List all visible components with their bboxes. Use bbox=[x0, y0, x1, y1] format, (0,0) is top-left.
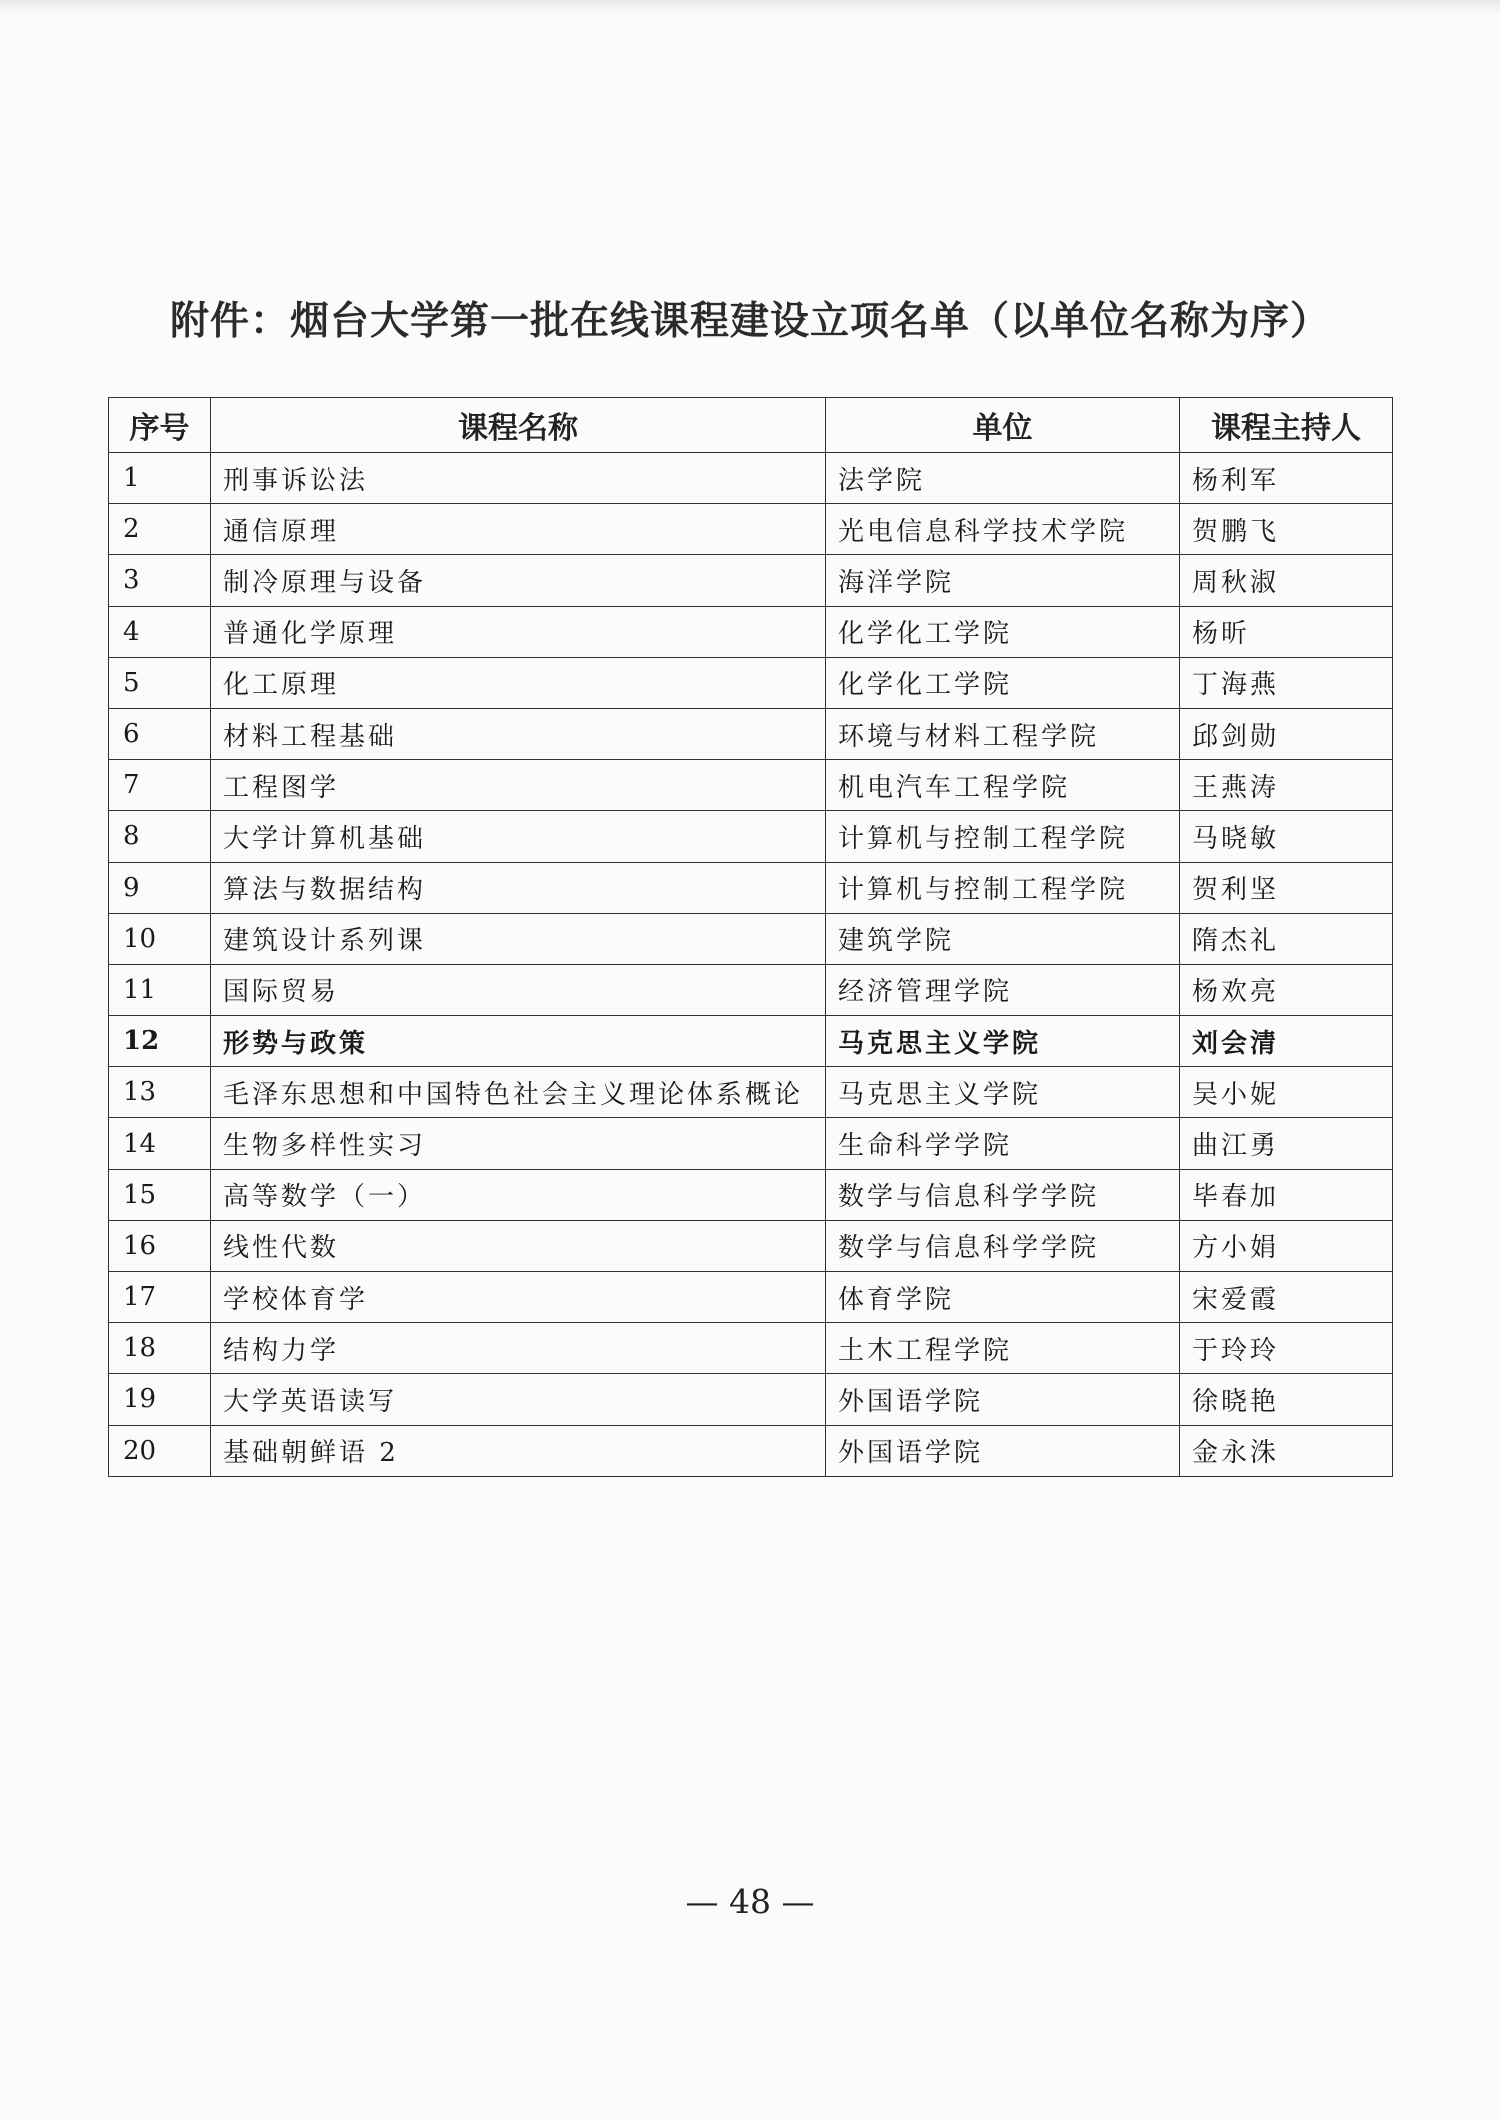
cell-unit: 机电汽车工程学院 bbox=[826, 760, 1180, 811]
table-row bbox=[109, 453, 1393, 504]
cell-course-name: 刑事诉讼法 bbox=[211, 453, 826, 504]
cell-course-host: 方小娟 bbox=[1180, 1220, 1393, 1271]
cell-course-name: 通信原理 bbox=[211, 504, 826, 555]
cell-unit: 经济管理学院 bbox=[826, 964, 1180, 1015]
cell-serial-number: 6 bbox=[109, 708, 211, 759]
table-body bbox=[109, 453, 1393, 1477]
cell-serial-number: 1 bbox=[109, 453, 211, 504]
cell-serial-number: 7 bbox=[109, 760, 211, 811]
cell-course-host: 杨昕 bbox=[1180, 606, 1393, 657]
cell-course-host: 邱剑勋 bbox=[1180, 708, 1393, 759]
cell-unit: 数学与信息科学学院 bbox=[826, 1220, 1180, 1271]
cell-course-host: 金永洙 bbox=[1180, 1425, 1393, 1476]
table-row bbox=[109, 964, 1393, 1015]
cell-unit: 外国语学院 bbox=[826, 1425, 1180, 1476]
cell-unit: 计算机与控制工程学院 bbox=[826, 862, 1180, 913]
table-row bbox=[109, 1374, 1393, 1425]
table-row bbox=[109, 1220, 1393, 1271]
table-header-row bbox=[109, 398, 1393, 453]
cell-course-name: 毛泽东思想和中国特色社会主义理论体系概论 bbox=[211, 1067, 826, 1118]
cell-serial-number: 14 bbox=[109, 1118, 211, 1169]
table-row bbox=[109, 1067, 1393, 1118]
table-row bbox=[109, 811, 1393, 862]
cell-unit: 计算机与控制工程学院 bbox=[826, 811, 1180, 862]
course-table bbox=[108, 397, 1393, 1477]
cell-serial-number: 15 bbox=[109, 1169, 211, 1220]
cell-course-name: 学校体育学 bbox=[211, 1272, 826, 1323]
cell-serial-number: 17 bbox=[109, 1272, 211, 1323]
cell-serial-number: 18 bbox=[109, 1323, 211, 1374]
cell-serial-number: 2 bbox=[109, 504, 211, 555]
cell-course-host: 徐晓艳 bbox=[1180, 1374, 1393, 1425]
cell-unit: 外国语学院 bbox=[826, 1374, 1180, 1425]
cell-unit: 马克思主义学院 bbox=[826, 1016, 1180, 1067]
cell-course-name: 大学计算机基础 bbox=[211, 811, 826, 862]
cell-course-host: 刘会清 bbox=[1180, 1016, 1393, 1067]
table-row bbox=[109, 913, 1393, 964]
cell-course-host: 马晓敏 bbox=[1180, 811, 1393, 862]
cell-unit: 马克思主义学院 bbox=[826, 1067, 1180, 1118]
cell-course-name: 大学英语读写 bbox=[211, 1374, 826, 1425]
cell-serial-number: 8 bbox=[109, 811, 211, 862]
cell-serial-number: 10 bbox=[109, 913, 211, 964]
cell-course-name: 形势与政策 bbox=[211, 1016, 826, 1067]
cell-serial-number: 11 bbox=[109, 964, 211, 1015]
cell-course-host: 杨利军 bbox=[1180, 453, 1393, 504]
cell-unit: 土木工程学院 bbox=[826, 1323, 1180, 1374]
cell-course-host: 丁海燕 bbox=[1180, 657, 1393, 708]
table-row bbox=[109, 708, 1393, 759]
table-row bbox=[109, 760, 1393, 811]
cell-serial-number: 20 bbox=[109, 1425, 211, 1476]
cell-unit: 环境与材料工程学院 bbox=[826, 708, 1180, 759]
header-course-name: 课程名称 bbox=[211, 398, 826, 453]
cell-serial-number: 13 bbox=[109, 1067, 211, 1118]
cell-serial-number: 5 bbox=[109, 657, 211, 708]
cell-unit: 海洋学院 bbox=[826, 555, 1180, 606]
cell-unit: 化学化工学院 bbox=[826, 657, 1180, 708]
cell-course-host: 宋爱霞 bbox=[1180, 1272, 1393, 1323]
cell-course-name: 国际贸易 bbox=[211, 964, 826, 1015]
cell-unit: 法学院 bbox=[826, 453, 1180, 504]
page-title: 附件：烟台大学第一批在线课程建设立项名单（以单位名称为序） bbox=[169, 299, 1330, 344]
header-serial-number: 序号 bbox=[109, 398, 211, 453]
cell-course-name: 材料工程基础 bbox=[211, 708, 826, 759]
header-unit: 单位 bbox=[826, 398, 1180, 453]
cell-course-name: 算法与数据结构 bbox=[211, 862, 826, 913]
page-number: — 48 — bbox=[685, 1882, 815, 1921]
cell-unit: 体育学院 bbox=[826, 1272, 1180, 1323]
cell-unit: 数学与信息科学学院 bbox=[826, 1169, 1180, 1220]
cell-unit: 建筑学院 bbox=[826, 913, 1180, 964]
cell-course-host: 王燕涛 bbox=[1180, 760, 1393, 811]
cell-course-name: 制冷原理与设备 bbox=[211, 555, 826, 606]
cell-unit: 生命科学学院 bbox=[826, 1118, 1180, 1169]
cell-serial-number: 3 bbox=[109, 555, 211, 606]
cell-course-host: 贺鹏飞 bbox=[1180, 504, 1393, 555]
cell-course-name: 普通化学原理 bbox=[211, 606, 826, 657]
cell-course-name: 高等数学（一） bbox=[211, 1169, 826, 1220]
cell-course-host: 隋杰礼 bbox=[1180, 913, 1393, 964]
cell-course-name: 基础朝鲜语 2 bbox=[211, 1425, 826, 1476]
cell-unit: 光电信息科学技术学院 bbox=[826, 504, 1180, 555]
table-row bbox=[109, 1118, 1393, 1169]
table-row bbox=[109, 862, 1393, 913]
cell-course-host: 于玲玲 bbox=[1180, 1323, 1393, 1374]
cell-course-host: 贺利坚 bbox=[1180, 862, 1393, 913]
table-row bbox=[109, 1016, 1393, 1067]
cell-course-name: 工程图学 bbox=[211, 760, 826, 811]
table-row bbox=[109, 606, 1393, 657]
table-row bbox=[109, 1425, 1393, 1476]
table-row bbox=[109, 504, 1393, 555]
scan-shadow bbox=[0, 0, 1500, 14]
cell-serial-number: 19 bbox=[109, 1374, 211, 1425]
cell-course-host: 曲江勇 bbox=[1180, 1118, 1393, 1169]
table-row bbox=[109, 1272, 1393, 1323]
cell-course-name: 线性代数 bbox=[211, 1220, 826, 1271]
table-row bbox=[109, 1323, 1393, 1374]
cell-course-host: 吴小妮 bbox=[1180, 1067, 1393, 1118]
cell-serial-number: 12 bbox=[109, 1016, 211, 1067]
cell-course-name: 生物多样性实习 bbox=[211, 1118, 826, 1169]
table-row bbox=[109, 555, 1393, 606]
cell-unit: 化学化工学院 bbox=[826, 606, 1180, 657]
cell-course-host: 杨欢亮 bbox=[1180, 964, 1393, 1015]
cell-course-host: 毕春加 bbox=[1180, 1169, 1393, 1220]
cell-course-name: 化工原理 bbox=[211, 657, 826, 708]
cell-serial-number: 4 bbox=[109, 606, 211, 657]
table-row bbox=[109, 657, 1393, 708]
cell-course-name: 建筑设计系列课 bbox=[211, 913, 826, 964]
cell-course-host: 周秋淑 bbox=[1180, 555, 1393, 606]
table-row bbox=[109, 1169, 1393, 1220]
cell-serial-number: 16 bbox=[109, 1220, 211, 1271]
cell-serial-number: 9 bbox=[109, 862, 211, 913]
cell-course-name: 结构力学 bbox=[211, 1323, 826, 1374]
header-course-host: 课程主持人 bbox=[1180, 398, 1393, 453]
